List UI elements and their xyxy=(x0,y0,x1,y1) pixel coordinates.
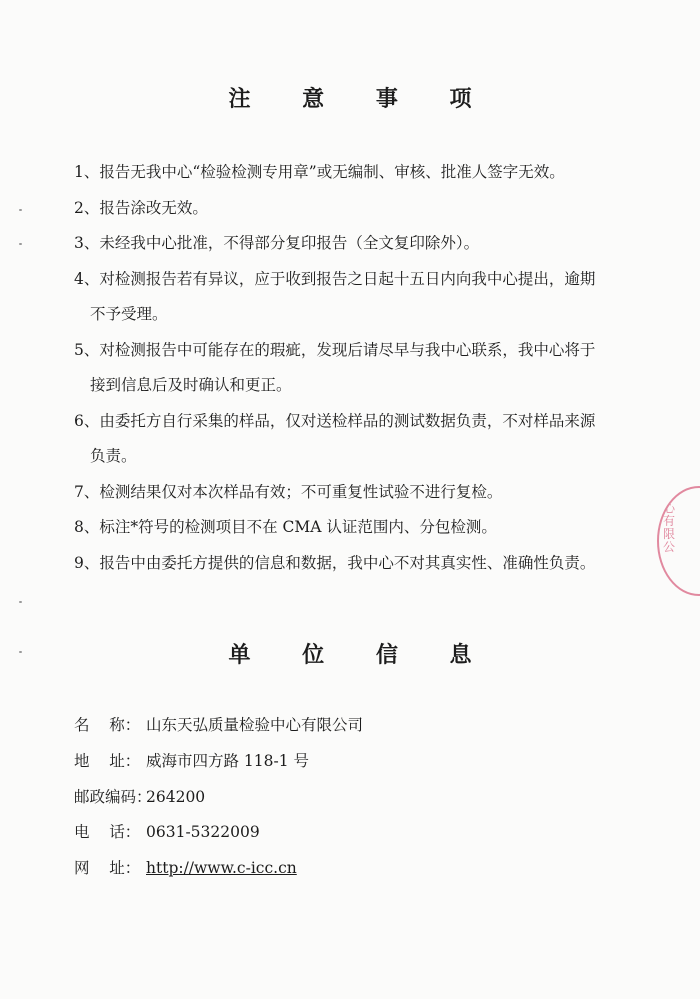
notice-text: 对检测报告若有异议，应于收到报告之日起十五日内向我中心提出，逾期 xyxy=(99,269,596,288)
notice-item xyxy=(74,475,664,511)
unit-postcode-value: 264200 xyxy=(146,787,206,806)
notice-continuation: 不予受理。 xyxy=(90,305,168,323)
scan-speck xyxy=(19,209,22,211)
notice-text: 未经我中心批准，不得部分复印报告（全文复印除外）。 xyxy=(99,234,480,252)
notice-item xyxy=(74,226,664,262)
unit-website-link[interactable]: http://www.c-icc.cn xyxy=(146,859,297,878)
unit-phone-value: 0631-5322009 xyxy=(146,823,260,842)
notice-text: 标注*符号的检测项目不在 CMA 认证范围内、分包检测。 xyxy=(99,518,497,536)
unit-address-row xyxy=(74,744,634,780)
notice-number: 2、 xyxy=(74,198,100,217)
notice-item xyxy=(74,333,664,404)
unit-postcode-row xyxy=(74,780,634,816)
notice-item xyxy=(74,155,664,191)
scan-speck xyxy=(19,651,22,653)
notice-number: 7、 xyxy=(74,482,100,501)
unit-address-label: 地 址： xyxy=(74,751,141,770)
notice-item xyxy=(74,262,664,333)
notice-title: 注 意 事 项 xyxy=(228,86,494,112)
notice-item xyxy=(74,404,664,475)
notice-item xyxy=(74,191,664,227)
notice-item xyxy=(74,546,664,582)
seal-text: 心有限公 xyxy=(663,501,676,554)
notice-continuation: 负责。 xyxy=(90,447,137,465)
notice-text: 检测结果仅对本次样品有效；不可重复性试验不进行复检。 xyxy=(99,482,503,501)
notice-text: 由委托方自行采集的样品，仅对送检样品的测试数据负责，不对样品来源 xyxy=(99,411,596,430)
unit-website-row xyxy=(74,851,634,887)
notice-number: 6、 xyxy=(74,411,100,430)
unit-phone-row xyxy=(74,815,634,851)
unit-name-row xyxy=(74,708,634,744)
notice-number: 1、 xyxy=(74,163,100,181)
notice-number: 9、 xyxy=(74,553,100,572)
unit-postcode-label: 邮政编码： xyxy=(74,787,152,806)
scan-speck xyxy=(19,243,22,245)
notice-text: 报告中由委托方提供的信息和数据，我中心不对其真实性、准确性负责。 xyxy=(99,553,596,572)
notice-text: 报告涂改无效。 xyxy=(99,198,208,217)
notice-number: 8、 xyxy=(74,518,100,536)
unit-phone-label: 电 话： xyxy=(74,823,141,842)
unit-name-label: 名 称： xyxy=(74,716,141,734)
unit-name-value: 山东天弘质量检验中心有限公司 xyxy=(146,716,364,734)
notice-item xyxy=(74,510,664,546)
unit-address-value: 威海市四方路 118-1 号 xyxy=(146,751,310,770)
scan-speck xyxy=(19,601,22,603)
notice-number: 3、 xyxy=(74,234,100,252)
notice-text: 报告无我中心“检验检测专用章”或无编制、审核、批准人签字无效。 xyxy=(99,163,565,181)
unit-website-label: 网 址： xyxy=(74,859,141,878)
unit-info-list xyxy=(74,708,634,887)
notice-number: 5、 xyxy=(74,340,100,359)
notice-number: 4、 xyxy=(74,269,100,288)
notice-continuation: 接到信息后及时确认和更正。 xyxy=(90,376,292,394)
unit-info-title: 单 位 信 息 xyxy=(228,642,494,668)
notice-text: 对检测报告中可能存在的瑕疵，发现后请尽早与我中心联系，我中心将于 xyxy=(99,340,596,359)
notice-list xyxy=(74,155,664,581)
